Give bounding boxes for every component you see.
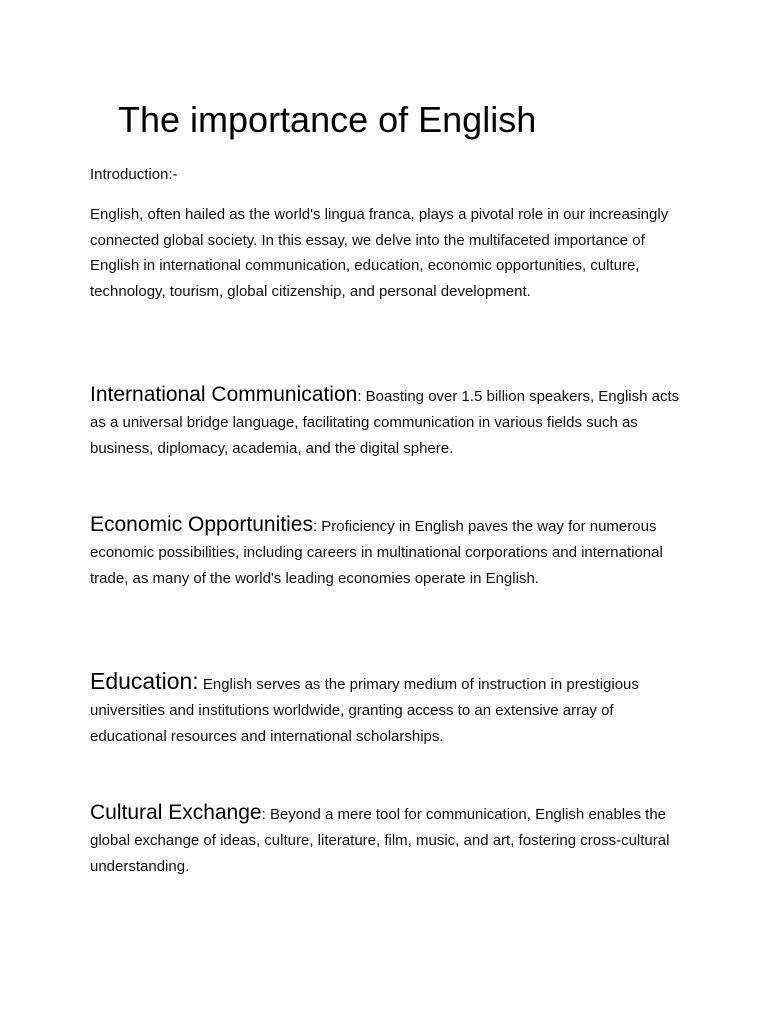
section-text: English serves as the primary medium of instruction in prestigious universities and institutions worldwide, granting access to an extensive array of educational resources and international scholarships. <box>90 676 639 745</box>
section-text: : Beyond a mere tool for communication, English enables the global exchange of ideas, culture, literature, film, music, and art, fostering cross-cultural understanding. <box>90 806 670 875</box>
section-text: : Boasting over 1.5 billion speakers, English acts as a universal bridge language, facilitating communication in various fields such as business, diplomacy, academia, and the digital sphere. <box>90 388 680 457</box>
section-heading: Economic Opportunities <box>90 513 313 536</box>
section-text: : Proficiency in English paves the way for numerous economic possibilities, including careers in multinational corporations and international trade, as many of the world's leading economies operate in English. <box>90 518 663 587</box>
section-education <box>90 668 690 750</box>
section-heading: Cultural Exchange <box>90 801 262 824</box>
section-economic-opportunities <box>90 512 690 592</box>
section-heading: Education: <box>90 668 199 694</box>
document-title: The importance of English <box>118 99 537 140</box>
introduction-heading: Introduction:- <box>90 166 178 183</box>
section-international-communication <box>90 382 690 462</box>
section-heading: International Communication <box>90 383 358 406</box>
introduction-paragraph: English, often hailed as the world's lingua franca, plays a pivotal role in our increasingly connected global society. In this essay, we delve into the multifaceted importance of English in international communication, education, economic opportunities, culture, technology, tourism, global citizenship, and personal development. <box>90 206 669 300</box>
section-cultural-exchange <box>90 800 690 880</box>
